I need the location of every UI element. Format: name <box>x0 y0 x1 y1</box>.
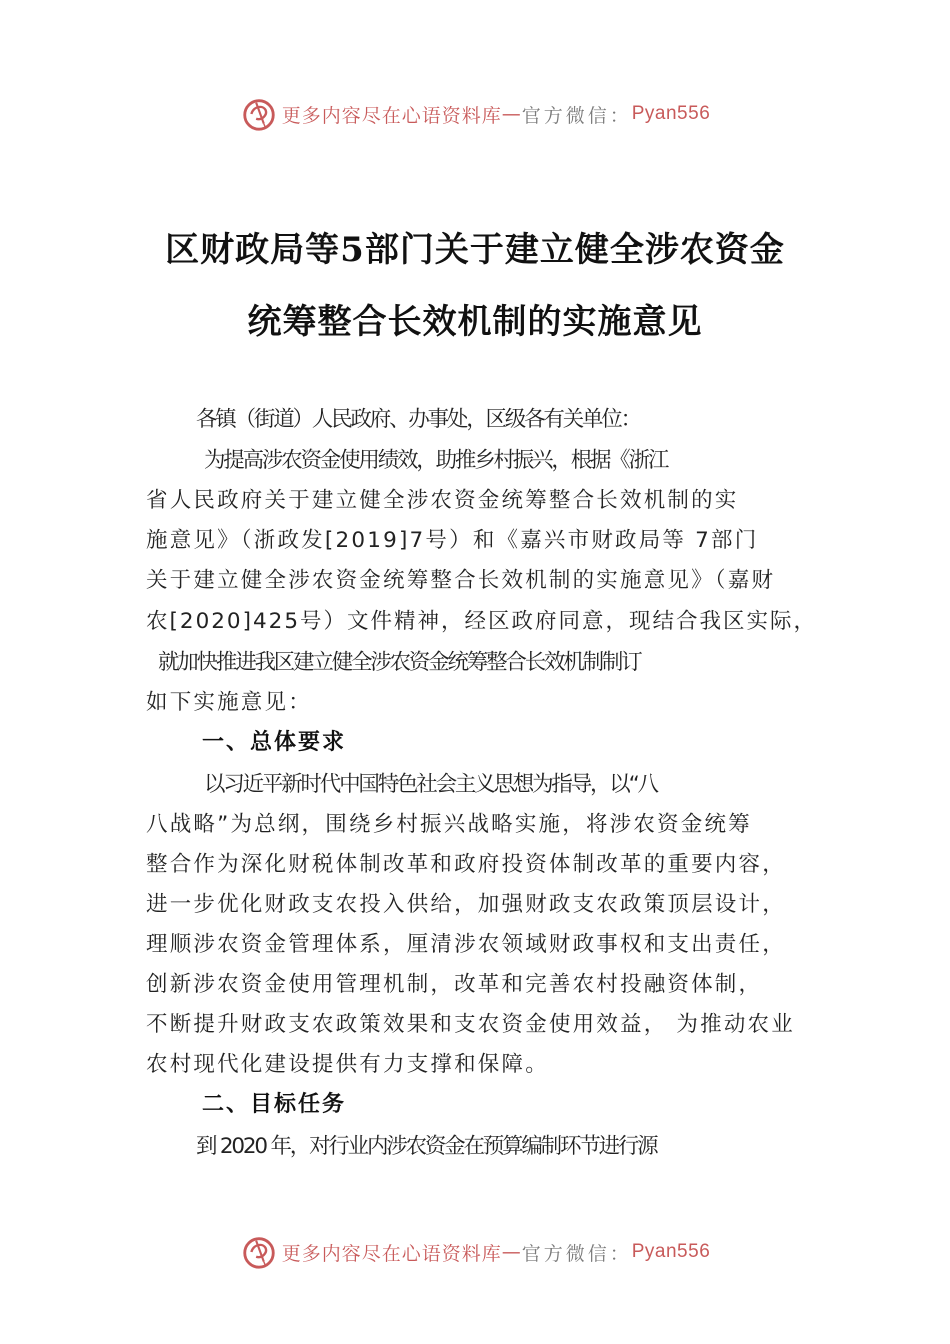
body-line: 就加快推进我区建立健全涉农资金统筹整合长效机制制订 <box>158 650 641 675</box>
watermark-brand: 更多内容尽在心语资料库 <box>281 104 502 127</box>
body-line: 到 2020 年，对行业内涉农资金在预算编制环节进行源 <box>196 1134 657 1159</box>
watermark-label: 官方微信： <box>521 1242 632 1265</box>
body-line: 八战略”为总纲，围绕乡村振兴战略实施，将涉农资金统筹 <box>146 812 752 837</box>
body-line: 各镇（街道）人民政府、办事处，区级各有关单位： <box>196 407 640 432</box>
body-line: 理顺涉农资金管理体系，厘清涉农领域财政事权和支出责任， <box>146 932 786 957</box>
body-line: 施意见》（浙政发[2019]7号）和《嘉兴市财政局等 7部门 <box>146 528 759 553</box>
body-line: 以习近平新时代中国特色社会主义思想为指导，以“八 <box>204 772 657 797</box>
section-heading-2: 二、目标任务 <box>202 1092 347 1117</box>
watermark-id: Pyan556 <box>631 103 711 124</box>
document-title-line-1: 区财政局等5部门关于建立健全涉农资金 <box>165 230 785 270</box>
watermark-dash: — <box>501 1241 522 1263</box>
body-line: 关于建立健全涉农资金统筹整合长效机制的实施意见》（嘉财 <box>146 568 776 593</box>
brand-logo-icon <box>240 95 278 133</box>
body-line: 创新涉农资金使用管理机制，改革和完善农村投融资体制， <box>146 972 763 997</box>
body-line: 农[2020]425号）文件精神，经区政府同意，现结合我区实际， <box>146 609 818 634</box>
body-line: 整合作为深化财税体制改革和政府投资体制改革的重要内容， <box>146 852 786 877</box>
body-line: 省人民政府关于建立健全涉农资金统筹整合长效机制的实 <box>146 488 739 513</box>
body-line: 为提高涉农资金使用绩效，助推乡村振兴，根据《浙江 <box>204 448 668 473</box>
watermark-footer <box>0 1230 950 1274</box>
watermark-label: 官方微信： <box>521 104 632 127</box>
body-line: 农村现代化建设提供有力支撑和保障。 <box>146 1052 549 1077</box>
section-heading-1: 一、总体要求 <box>202 730 347 755</box>
watermark-brand: 更多内容尽在心语资料库 <box>281 1242 502 1265</box>
watermark-id: Pyan556 <box>631 1241 711 1262</box>
watermark-header <box>0 92 950 136</box>
document-title-line-2: 统筹整合长效机制的实施意见 <box>247 302 703 342</box>
body-line: 进一步优化财政支农投入供给，加强财政支农政策顶层设计， <box>146 892 786 917</box>
body-line: 不断提升财政支农政策效果和支农资金使用效益， 为推动农业 <box>146 1012 795 1037</box>
watermark-dash: — <box>501 103 522 125</box>
brand-logo-icon <box>240 1233 278 1271</box>
body-line: 如下实施意见： <box>146 690 312 715</box>
